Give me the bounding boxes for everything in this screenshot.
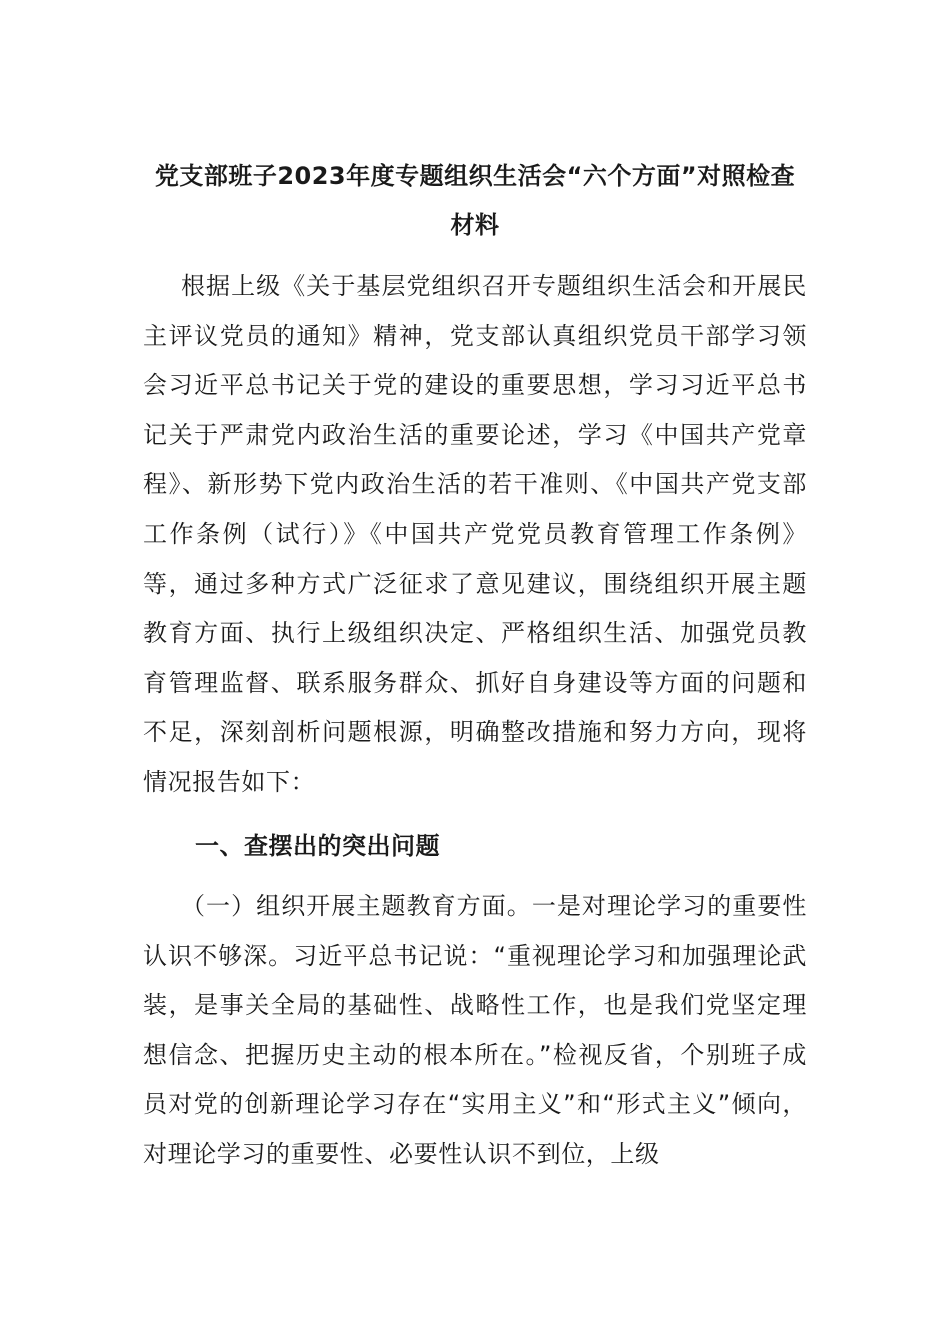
document-title: 党支部班子2023年度专题组织生活会“六个方面”对照检查材料: [154, 162, 796, 239]
section-1-item-1-paragraph: （一）组织开展主题教育方面。一是对理论学习的重要性认识不够深。习近平总书记说：“重视理论学习和加强理论武装，是事关全局的基础性、战略性工作，也是我们党坚定理想信念、把握历史主动的根本所在。”检视反省，个别班子成员对党的创新理论学习存在“实用主义”和“形式主义”倾向，对理论学习的重要性、必要性认识不到位，上级: [143, 892, 807, 1168]
intro-paragraph: 根据上级《关于基层党组织召开专题组织生活会和开展民主评议党员的通知》精神，党支部认真组织党员干部学习领会习近平总书记关于党的建设的重要思想，学习习近平总书记关于严肃党内政治生活的重要论述，学习《中国共产党章程》、新形势下党内政治生活的若干准则、《中国共产党支部工作条例（试行）》《中国共产党党员教育管理工作条例》等，通过多种方式广泛征求了意见建议，围绕组织开展主题教育方面、执行上级组织决定、严格组织生活、加强党员教育管理监督、联系服务群众、抓好自身建设等方面的问题和不足，深刻剖析问题根源，明确整改措施和努力方向，现将情况报告如下：: [143, 272, 807, 796]
section-1-heading: 一、查摆出的突出问题: [195, 832, 440, 860]
